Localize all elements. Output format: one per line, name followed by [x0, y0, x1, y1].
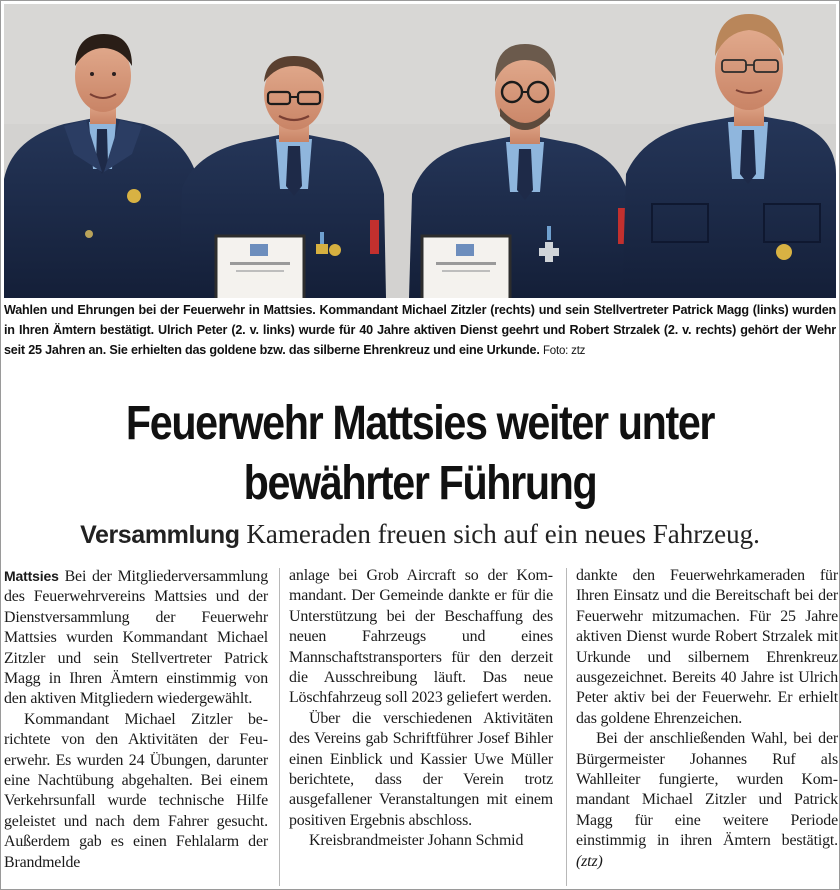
article-paragraph	[576, 729, 838, 872]
subheadline	[0, 517, 840, 552]
subheadline-kicker: Versammlung	[80, 521, 240, 549]
news-photo	[4, 4, 836, 298]
subheadline-text: Kameraden freuen sich auf ein neues Fahrzeug.	[246, 519, 760, 549]
article-paragraph: anlage bei Grob Aircraft so der Kommandant. Der Gemeinde dankte er für die Unterstützung bei der Beschaffung des neuen Fahrzeugs und eines Mannschaftstransporters für den derzeit die Ausschreibung läuft. Das neue Löschfahrzeug soll 2023 geliefert werden.	[289, 567, 553, 707]
article-paragraph: dankte den Feuerwehrkameraden für Ihren Einsatz und die Bereitschaft bei der Feuerwehr mitzumachen. Für 25 Jahre aktiven Dienst wurde Robert Strzalek mit Urkunde und silbernem Ehrenkreuz ausgezeichnet. Bereits 40 Jahre ist Ulrich Peter aktiv bei der Feuerwehr. Er erhielt das goldene Ehrenzeichen.	[576, 567, 838, 727]
article-column-2	[289, 566, 553, 852]
article-column-3	[576, 566, 838, 872]
headline	[59, 394, 781, 514]
photo-credit: Foto: ztz	[542, 345, 586, 357]
column-divider	[566, 568, 567, 886]
paragraph-text: Bei der Mitgliederversammlung des Feuerwehrvereins Mattsies und der Dienstversammlung der Feuerwehr Mattsies wurden Kommandant Michael Zitzler und sein Stellvertreter Patrick Magg in Ihren Ämtern einstimmig von den aktiven Mitgliedern wiedergewählt.	[4, 568, 268, 708]
article-paragraph: Kommandant Michael Zitzler berichtete von den Aktivitäten der Feuerwehr. Es wurden 24 Übungen, darunter eine Nachtübung abgehalten. Bei einem Verkehrsunfall wurde technische Hilfe geleistet und nach dem Fahrer gesucht. Außerdem gab es einen Fehlalarm der Brandmelde	[4, 710, 268, 871]
article-paragraph: Kreisbrandmeister Johann Schmid	[309, 832, 524, 850]
author-signature: (ztz)	[576, 852, 603, 870]
paragraph-text: Bei der anschließenden Wahl, bei der Bürgermeister Johannes Ruf als Wahlleiter fungierte, wurden Kommandant Michael Zitzler und Patrick Magg für eine weitere Periode einstimmig in ihren Ämtern bestätigt.	[576, 730, 838, 850]
firefighters-illustration	[4, 4, 836, 298]
photo-caption	[4, 300, 836, 361]
article-paragraph: Über die verschiedenen Aktivitäten des Vereins gab Schriftführer Josef Bihler einen Einblick und Kassier Uwe Müller berichtete, dass der Verein trotz ausgefallener Veranstaltungen mit einem positiven Ergebnis abschloss.	[289, 709, 553, 829]
column-divider	[279, 568, 280, 886]
headline-line-1: Feuerwehr Mattsies weiter unter	[125, 397, 715, 450]
caption-text: Wahlen und Ehrungen bei der Feuerwehr in Mattsies. Kommandant Michael Zitzler (rechts) und sein Stellvertreter Patrick Magg (links) wurden in Ihren Ämtern bestätigt. Ulrich Peter (2. v. links) wurde für 40 Jahre aktiven Dienst geehrt und Robert Strzalek (2. v. rechts) gehört der Wehr seit 25 Jahren an. Sie erhielten das goldene bzw. das silberne Ehrenkreuz und eine Urkunde.	[4, 303, 836, 357]
article-paragraph	[4, 566, 268, 710]
headline-line-2: bewährter Führung	[243, 457, 597, 510]
article-column-1	[4, 566, 268, 873]
dateline: Mattsies	[4, 568, 59, 584]
